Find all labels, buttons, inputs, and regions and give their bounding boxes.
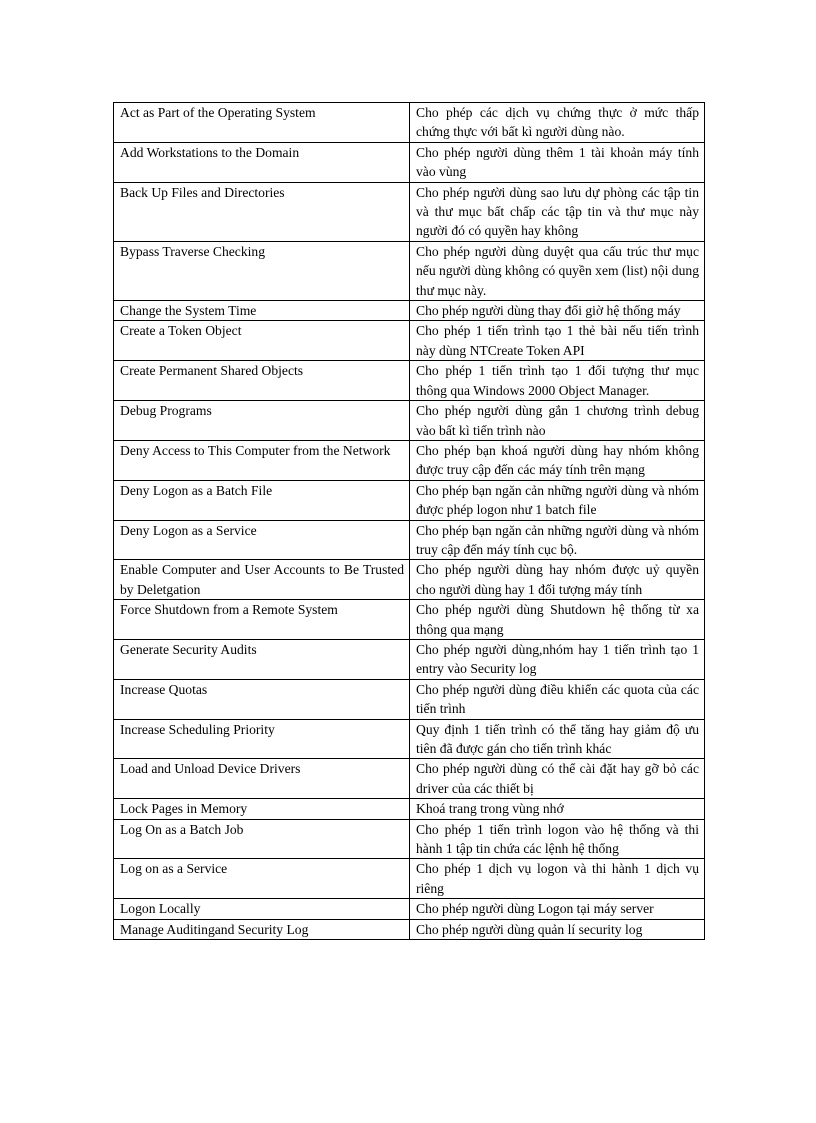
right-name-cell: Deny Access to This Computer from the Network xyxy=(114,440,410,480)
description-cell: Cho phép người dùng có thể cài đặt hay gỡ bỏ các driver của các thiết bị xyxy=(410,759,705,799)
right-name-cell: Force Shutdown from a Remote System xyxy=(114,600,410,640)
table-row xyxy=(114,520,705,560)
right-name-cell: Manage Auditingand Security Log xyxy=(114,919,410,939)
right-name-cell: Change the System Time xyxy=(114,301,410,321)
right-name-cell: Bypass Traverse Checking xyxy=(114,241,410,300)
right-name-cell: Back Up Files and Directories xyxy=(114,182,410,241)
table-row xyxy=(114,401,705,441)
right-name-cell: Debug Programs xyxy=(114,401,410,441)
right-name-cell: Increase Scheduling Priority xyxy=(114,719,410,759)
description-cell: Cho phép người dùng thêm 1 tài khoản máy tính vào vùng xyxy=(410,142,705,182)
right-name-cell: Log On as a Batch Job xyxy=(114,819,410,859)
description-cell: Cho phép người dùng điều khiển các quota của các tiến trình xyxy=(410,679,705,719)
description-cell: Cho phép 1 tiến trình tạo 1 thẻ bài nếu tiến trình này dùng NTCreate Token API xyxy=(410,321,705,361)
right-name-cell: Log on as a Service xyxy=(114,859,410,899)
right-name-cell: Logon Locally xyxy=(114,899,410,919)
table-row xyxy=(114,899,705,919)
description-cell: Cho phép bạn ngăn cản những người dùng và nhóm truy cập đến máy tính cục bộ. xyxy=(410,520,705,560)
description-cell: Cho phép người dùng sao lưu dự phòng các tập tin và thư mục bất chấp các tập tin và thư mục này người đó có quyền hay không xyxy=(410,182,705,241)
description-cell: Cho phép người dùng quản lí security log xyxy=(410,919,705,939)
description-cell: Cho phép các dịch vụ chứng thực ở mức thấp chứng thực với bất kì người dùng nào. xyxy=(410,103,705,143)
description-cell: Cho phép người dùng,nhóm hay 1 tiến trình tạo 1 entry vào Security log xyxy=(410,639,705,679)
table-row xyxy=(114,859,705,899)
right-name-cell: Lock Pages in Memory xyxy=(114,799,410,819)
description-cell: Cho phép người dùng thay đổi giờ hệ thống máy xyxy=(410,301,705,321)
right-name-cell: Create a Token Object xyxy=(114,321,410,361)
description-cell: Cho phép người dùng duyệt qua cấu trúc thư mục nếu người dùng không có quyền xem (list) nội dung thư mục này. xyxy=(410,241,705,300)
table-row xyxy=(114,799,705,819)
description-cell: Cho phép người dùng gắn 1 chương trình debug vào bất kì tiến trình nào xyxy=(410,401,705,441)
table-row xyxy=(114,142,705,182)
right-name-cell: Load and Unload Device Drivers xyxy=(114,759,410,799)
table-row xyxy=(114,480,705,520)
right-name-cell: Add Workstations to the Domain xyxy=(114,142,410,182)
right-name-cell: Create Permanent Shared Objects xyxy=(114,361,410,401)
description-cell: Khoá trang trong vùng nhớ xyxy=(410,799,705,819)
table-row xyxy=(114,361,705,401)
table-row xyxy=(114,600,705,640)
right-name-cell: Generate Security Audits xyxy=(114,639,410,679)
description-cell: Cho phép người dùng Shutdown hệ thống từ xa thông qua mạng xyxy=(410,600,705,640)
table-row xyxy=(114,679,705,719)
description-cell: Cho phép bạn khoá người dùng hay nhóm không được truy cập đến các máy tính trên mạng xyxy=(410,440,705,480)
table-body xyxy=(114,103,705,940)
right-name-cell: Increase Quotas xyxy=(114,679,410,719)
table-row xyxy=(114,759,705,799)
description-cell: Cho phép 1 tiến trình logon vào hệ thống và thi hành 1 tập tin chứa các lệnh hệ thống xyxy=(410,819,705,859)
right-name-cell: Deny Logon as a Batch File xyxy=(114,480,410,520)
table-row xyxy=(114,103,705,143)
table-row xyxy=(114,819,705,859)
table-row xyxy=(114,919,705,939)
right-name-cell: Act as Part of the Operating System xyxy=(114,103,410,143)
description-cell: Cho phép bạn ngăn cản những người dùng và nhóm được phép logon như 1 batch file xyxy=(410,480,705,520)
table-row xyxy=(114,639,705,679)
table-row xyxy=(114,301,705,321)
description-cell: Cho phép người dùng hay nhóm được uỷ quyền cho người dùng hay 1 đối tượng máy tính xyxy=(410,560,705,600)
description-cell: Cho phép 1 dịch vụ logon và thi hành 1 dịch vụ riêng xyxy=(410,859,705,899)
table-row xyxy=(114,440,705,480)
table-row xyxy=(114,560,705,600)
table-row xyxy=(114,321,705,361)
table-row xyxy=(114,182,705,241)
description-cell: Quy định 1 tiến trình có thể tăng hay giảm độ ưu tiên đã được gán cho tiến trình khác xyxy=(410,719,705,759)
right-name-cell: Enable Computer and User Accounts to Be Trusted by Deletgation xyxy=(114,560,410,600)
description-cell: Cho phép 1 tiến trình tạo 1 đối tượng thư mục thông qua Windows 2000 Object Manager. xyxy=(410,361,705,401)
table-row xyxy=(114,241,705,300)
right-name-cell: Deny Logon as a Service xyxy=(114,520,410,560)
table-row xyxy=(114,719,705,759)
description-cell: Cho phép người dùng Logon tại máy server xyxy=(410,899,705,919)
user-rights-table xyxy=(113,102,705,940)
